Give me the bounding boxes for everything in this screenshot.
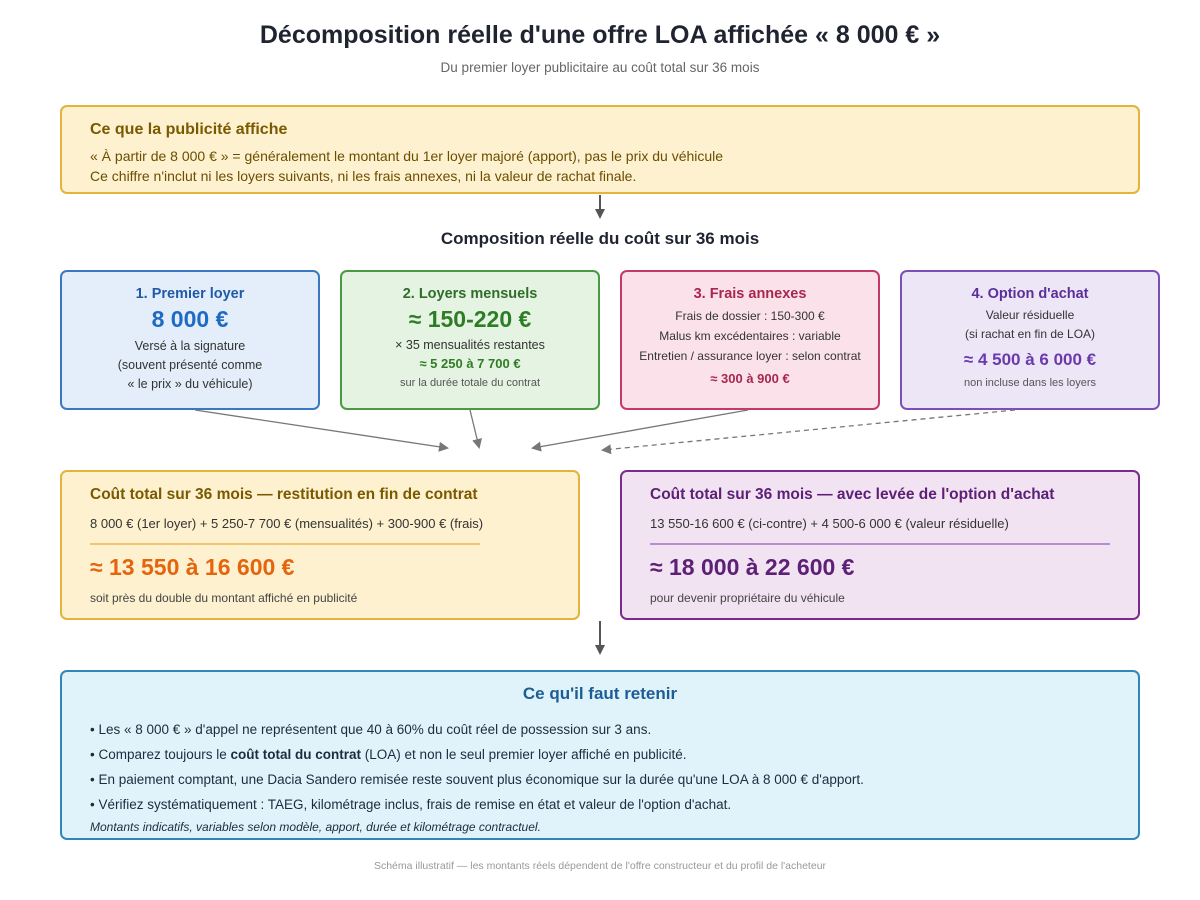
total-restitution-formula: 8 000 € (1er loyer) + 5 250-7 700 € (mensualités) + 300-900 € (frais) [90,516,484,531]
card-option-note: non incluse dans les loyers [963,377,1097,389]
arrow-card-3-to-totals [533,410,748,448]
card-option-line-2: (si rachat en fin de LOA) [964,327,1096,341]
card-fees-total: ≈ 300 à 900 € [710,371,790,386]
total-purchase-box [620,470,1140,620]
total-restitution-title: Coût total sur 36 mois — restitution en fin de contrat [90,486,478,503]
total-purchase-formula: 13 550-16 600 € (ci-contre) + 4 500-6 000 € (valeur résiduelle) [650,516,1009,531]
takeaway-item-2 [90,742,1110,767]
takeaways-box [60,670,1140,840]
card-first-rent-line-2: (souvent présenté comme [117,358,263,372]
card-monthly-total: ≈ 5 250 à 7 700 € [419,356,521,371]
takeaway-item-1: • Les « 8 000 € » d'appel ne représentent que 40 à 60% du coût réel de possession sur 3 ans. [90,722,652,737]
card-monthly-amount: ≈ 150-220 € [408,306,532,332]
total-purchase-divider [650,543,1110,545]
card-monthly-line-1: × 35 mensualités restantes [395,338,545,352]
total-restitution-note: soit près du double du montant affiché en publicité [90,591,358,605]
card-fees-line-1: Frais de dossier : 150-300 € [675,309,825,323]
card-option-amount: ≈ 4 500 à 6 000 € [963,350,1097,369]
takeaway-item-2-bold: coût total du contrat [230,747,362,762]
card-fees-line-3: Entretien / assurance loyer : selon contrat [639,349,861,363]
card-first-rent-amount: 8 000 € [151,306,229,332]
takeaway-item-3: • En paiement comptant, une Dacia Sandero remisée reste souvent plus économique sur la durée qu'une LOA à 8 000 € d'apport. [90,772,864,787]
card-option-line-1: Valeur résiduelle [985,308,1075,322]
card-fees-title: 3. Frais annexes [693,286,807,302]
footer-note: Schéma illustratif — les montants réels dépendent de l'offre constructeur et du profil de l'acheteur [373,860,827,872]
takeaways-note: Montants indicatifs, variables selon modèle, apport, durée et kilométrage contractuel. [90,820,541,834]
takeaway-item-2-pre: • Comparez toujours le [90,747,231,762]
page-subtitle: Du premier loyer publicitaire au coût total sur 36 mois [440,60,760,75]
card-monthly-note: sur la durée totale du contrat [399,377,541,389]
total-purchase-amount: ≈ 18 000 à 22 600 € [650,554,855,580]
card-fees-line-2: Malus km excédentaires : variable [659,329,841,343]
advert-line-2: Ce chiffre n'inclut ni les loyers suivants, ni les frais annexes, ni la valeur de rachat finale. [90,168,637,184]
composition-title: Composition réelle du coût sur 36 mois [440,229,760,248]
takeaways-title: Ce qu'il faut retenir [522,684,678,703]
card-monthly-title: 2. Loyers mensuels [402,286,538,302]
takeaway-item-4: • Vérifiez systématiquement : TAEG, kilométrage inclus, frais de remise en état et valeur de l'option d'achat. [90,797,732,812]
page-title: Décomposition réelle d'une offre LOA affichée « 8 000 € » [259,21,941,49]
takeaway-item-2-post: (LOA) et non le seul premier loyer affiché en publicité. [361,747,687,762]
total-purchase-title: Coût total sur 36 mois — avec levée de l'option d'achat [650,486,1055,503]
total-restitution-box [60,470,580,620]
total-restitution-amount: ≈ 13 550 à 16 600 € [90,554,295,580]
advert-line-1: « À partir de 8 000 € » = généralement le montant du 1er loyer majoré (apport), pas le prix du véhicule [90,148,724,164]
card-option-title: 4. Option d'achat [971,286,1089,302]
card-first-rent-line-3: « le prix » du véhicule) [127,377,253,391]
arrow-card-4-to-totals [603,410,1015,450]
advert-title: Ce que la publicité affiche [90,121,288,138]
arrow-card-2-to-totals [470,410,479,447]
card-first-rent-title: 1. Premier loyer [135,286,245,302]
total-restitution-divider [90,543,480,545]
total-purchase-note: pour devenir propriétaire du véhicule [650,591,845,605]
card-first-rent-line-1: Versé à la signature [134,339,246,353]
arrow-card-1-to-totals [195,410,447,448]
